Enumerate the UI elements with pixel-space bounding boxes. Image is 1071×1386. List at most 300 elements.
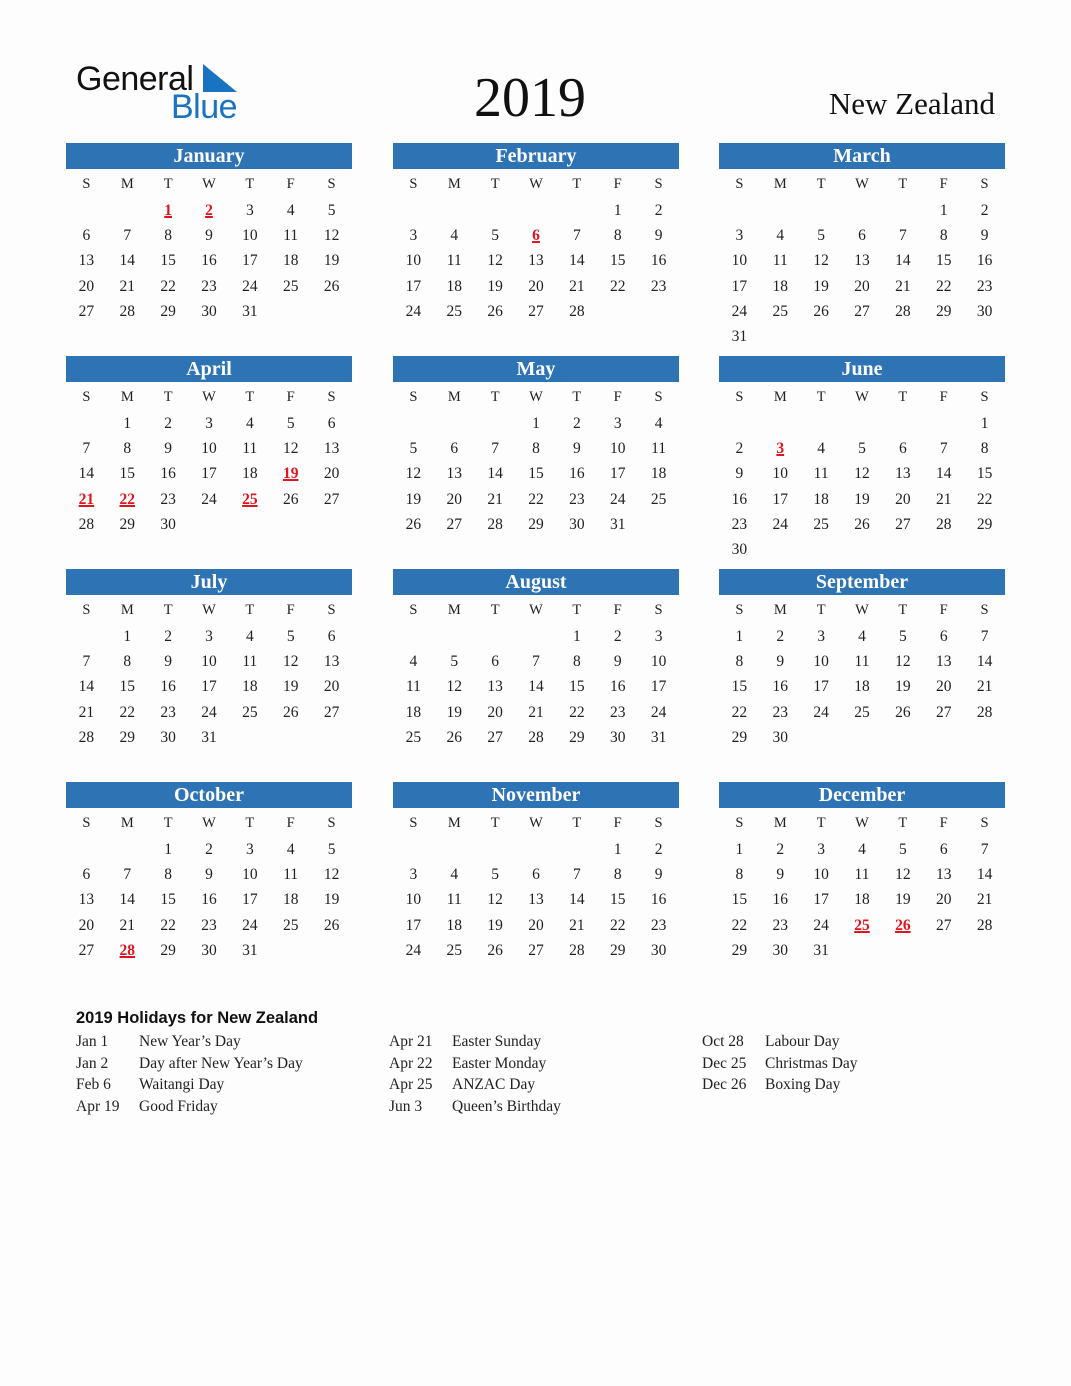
- month-days: [393, 171, 679, 324]
- day-cell: 1: [613, 202, 622, 219]
- day-cell: 16: [569, 465, 585, 483]
- day-cell: 3: [205, 415, 213, 432]
- weekday-label: W: [529, 815, 543, 831]
- day-cell: 5: [898, 628, 907, 645]
- day-cell: 16: [772, 891, 789, 909]
- day-cell: 12: [854, 465, 870, 483]
- day-cell: 4: [654, 415, 663, 432]
- day-cell: 10: [242, 227, 258, 245]
- day-cell: 14: [78, 465, 95, 483]
- day-cell: 29: [731, 728, 748, 746]
- day-cell: 10: [772, 465, 789, 483]
- weekday-label: T: [163, 176, 173, 192]
- weekday-label: S: [82, 389, 91, 405]
- day-cell: 4: [245, 415, 254, 432]
- day-cell: 9: [776, 653, 785, 671]
- day-cell: 15: [731, 891, 748, 909]
- weekday-label: T: [490, 389, 500, 405]
- day-cell: 8: [123, 440, 132, 458]
- day-cell: 25: [772, 302, 789, 320]
- day-cell: 20: [935, 678, 952, 696]
- empty-cell: [434, 198, 475, 223]
- day-cell: 28: [569, 302, 585, 320]
- day-cell: 21: [119, 916, 136, 934]
- day-cell: 13: [528, 891, 544, 909]
- day-cell: 2: [654, 841, 663, 858]
- weekday-label: T: [245, 815, 255, 831]
- holiday-date: Dec 25: [702, 1054, 747, 1072]
- day-cell: 7: [123, 866, 132, 884]
- day-cell: 3: [245, 202, 254, 219]
- empty-cell: [66, 624, 107, 649]
- holiday-date: Apr 22: [389, 1054, 433, 1072]
- day-cell: 13: [935, 653, 952, 671]
- day-cell: 23: [569, 490, 585, 508]
- day-cell: 23: [609, 703, 626, 721]
- weekday-label: S: [82, 815, 91, 831]
- day-cell: 15: [935, 252, 952, 270]
- day-cell: 10: [813, 866, 829, 884]
- day-cell: 10: [731, 252, 748, 270]
- day-cell: 22: [160, 277, 176, 295]
- day-cell: 22: [528, 490, 544, 508]
- holiday-item: [76, 1076, 303, 1098]
- weekday-label: T: [163, 389, 173, 405]
- weekday-label: S: [409, 389, 418, 405]
- holiday-day: 22: [119, 490, 136, 508]
- day-cell: 17: [609, 465, 626, 483]
- day-cell: 5: [817, 227, 825, 245]
- day-cell: 17: [405, 916, 422, 934]
- day-cell: 17: [772, 490, 789, 508]
- day-cell: 1: [123, 628, 132, 645]
- day-cell: 9: [205, 866, 213, 884]
- empty-cell: [882, 198, 923, 223]
- holiday-day: 25: [242, 490, 258, 508]
- weekday-label: M: [773, 815, 787, 831]
- day-cell: 20: [854, 277, 870, 295]
- day-cell: 23: [731, 515, 748, 533]
- weekday-label: F: [286, 389, 295, 405]
- day-cell: 13: [854, 252, 870, 270]
- day-cell: 17: [650, 678, 667, 696]
- day-cell: 4: [817, 440, 825, 458]
- day-cell: 11: [283, 227, 299, 245]
- day-cell: 27: [487, 728, 503, 746]
- day-cell: 13: [446, 465, 463, 483]
- day-cell: 27: [935, 703, 952, 721]
- day-cell: 8: [123, 653, 132, 671]
- weekday-label: W: [855, 176, 869, 192]
- day-cell: 7: [980, 841, 989, 858]
- day-cell: 28: [976, 916, 993, 934]
- day-cell: 1: [123, 415, 132, 432]
- holiday-name: Queen’s Birthday: [452, 1097, 561, 1115]
- empty-cell: [434, 837, 475, 862]
- day-cell: 3: [409, 227, 418, 245]
- day-cell: 30: [772, 941, 789, 959]
- empty-cell: [475, 837, 516, 862]
- weekday-label: W: [202, 602, 216, 618]
- day-cell: 18: [405, 703, 422, 721]
- day-cell: 13: [78, 252, 95, 270]
- month-days: [393, 597, 679, 750]
- day-cell: 18: [813, 490, 829, 508]
- empty-cell: [516, 837, 557, 862]
- holiday-name: ANZAC Day: [452, 1076, 536, 1093]
- day-cell: 5: [450, 653, 459, 671]
- day-cell: 30: [609, 728, 626, 746]
- day-cell: 12: [405, 465, 422, 483]
- day-cell: 5: [898, 841, 907, 858]
- day-cell: 19: [487, 277, 503, 295]
- day-cell: 8: [613, 227, 622, 245]
- day-cell: 7: [123, 227, 132, 245]
- day-cell: 12: [282, 440, 299, 458]
- day-cell: 25: [405, 728, 422, 746]
- day-cell: 5: [327, 841, 336, 858]
- day-cell: 26: [487, 941, 503, 959]
- day-cell: 13: [487, 678, 503, 696]
- weekday-label: T: [816, 602, 826, 618]
- day-cell: 23: [650, 277, 667, 295]
- day-cell: 25: [242, 703, 258, 721]
- day-cell: 10: [813, 653, 829, 671]
- day-cell: 21: [569, 916, 585, 934]
- day-cell: 30: [731, 540, 748, 558]
- weekday-label: T: [245, 176, 255, 192]
- day-cell: 15: [976, 465, 993, 483]
- weekday-label: S: [980, 389, 989, 405]
- day-cell: 23: [976, 277, 993, 295]
- day-cell: 8: [735, 866, 744, 884]
- day-cell: 12: [895, 653, 911, 671]
- day-cell: 11: [446, 252, 462, 270]
- weekday-label: S: [980, 176, 989, 192]
- month-november: [393, 782, 679, 963]
- day-cell: 8: [939, 227, 948, 245]
- day-cell: 14: [487, 465, 503, 483]
- day-cell: 3: [245, 841, 254, 858]
- day-cell: 13: [528, 252, 544, 270]
- generalblue-logo: [76, 60, 246, 124]
- month-october: [66, 782, 352, 963]
- empty-cell: [434, 624, 475, 649]
- empty-cell: [556, 198, 597, 223]
- weekday-label: S: [980, 602, 989, 618]
- empty-cell: [842, 411, 883, 436]
- day-cell: 16: [731, 490, 748, 508]
- empty-cell: [719, 198, 760, 223]
- empty-cell: [760, 411, 801, 436]
- weekday-label: F: [939, 176, 948, 192]
- weekday-label: S: [654, 602, 663, 618]
- day-cell: 7: [491, 440, 499, 458]
- day-cell: 21: [976, 891, 993, 909]
- month-header: September: [719, 569, 1005, 595]
- holiday-date: Feb 6: [76, 1076, 111, 1093]
- day-cell: 11: [242, 653, 258, 671]
- day-cell: 14: [569, 252, 585, 270]
- day-cell: 3: [817, 628, 825, 645]
- day-cell: 20: [528, 916, 544, 934]
- day-cell: 11: [772, 252, 788, 270]
- day-cell: 30: [201, 302, 217, 320]
- day-cell: 2: [776, 841, 785, 858]
- day-cell: 5: [858, 440, 866, 458]
- day-cell: 3: [735, 227, 744, 245]
- weekday-label: W: [529, 176, 543, 192]
- month-april: [66, 356, 352, 537]
- month-june: [719, 356, 1005, 562]
- weekday-label: S: [735, 389, 744, 405]
- day-cell: 22: [609, 277, 626, 295]
- weekday-label: F: [939, 602, 948, 618]
- day-cell: 28: [78, 728, 95, 746]
- day-cell: 21: [487, 490, 503, 508]
- day-cell: 6: [939, 628, 948, 645]
- day-cell: 21: [528, 703, 544, 721]
- day-cell: 28: [119, 302, 136, 320]
- day-cell: 30: [201, 941, 217, 959]
- day-cell: 12: [487, 891, 503, 909]
- day-cell: 19: [405, 490, 422, 508]
- weekday-label: S: [654, 176, 663, 192]
- day-cell: 20: [78, 916, 95, 934]
- weekday-label: M: [120, 815, 134, 831]
- holiday-date: Apr 21: [389, 1033, 433, 1050]
- holiday-day: 2: [205, 202, 213, 219]
- holiday-day: 28: [119, 941, 136, 959]
- page-title-year: 2019: [474, 67, 586, 129]
- day-cell: 26: [405, 515, 422, 533]
- weekday-label: W: [202, 176, 216, 192]
- day-cell: 19: [323, 252, 340, 270]
- day-cell: 27: [323, 490, 340, 508]
- weekday-label: T: [572, 176, 582, 192]
- weekday-label: S: [654, 389, 663, 405]
- day-cell: 12: [282, 653, 299, 671]
- day-cell: 21: [935, 490, 952, 508]
- day-cell: 7: [572, 866, 581, 884]
- weekday-label: T: [816, 176, 826, 192]
- day-cell: 21: [119, 277, 136, 295]
- month-days: [66, 810, 352, 963]
- day-cell: 27: [935, 916, 952, 934]
- weekday-label: T: [163, 602, 173, 618]
- weekday-label: M: [447, 389, 461, 405]
- day-cell: 9: [164, 653, 172, 671]
- empty-cell: [66, 411, 107, 436]
- day-cell: 16: [201, 891, 217, 909]
- day-cell: 26: [487, 302, 503, 320]
- month-days: [66, 171, 352, 324]
- day-cell: 18: [242, 678, 258, 696]
- weekday-label: W: [855, 602, 869, 618]
- day-cell: 24: [813, 703, 829, 721]
- weekday-label: F: [286, 815, 295, 831]
- day-cell: 22: [976, 490, 993, 508]
- day-cell: 14: [78, 678, 95, 696]
- day-cell: 23: [650, 916, 667, 934]
- month-february: [393, 143, 679, 324]
- empty-cell: [66, 837, 107, 862]
- weekday-label: M: [120, 602, 134, 618]
- day-cell: 5: [491, 227, 499, 245]
- day-cell: 16: [609, 678, 626, 696]
- day-cell: 24: [405, 941, 422, 959]
- empty-cell: [923, 411, 964, 436]
- day-cell: 6: [82, 227, 91, 245]
- day-cell: 20: [895, 490, 911, 508]
- weekday-label: S: [735, 815, 744, 831]
- day-cell: 13: [323, 653, 340, 671]
- day-cell: 12: [323, 227, 340, 245]
- day-cell: 17: [731, 277, 748, 295]
- day-cell: 7: [898, 227, 907, 245]
- day-cell: 13: [78, 891, 95, 909]
- day-cell: 4: [858, 628, 866, 645]
- day-cell: 24: [609, 490, 626, 508]
- month-header: February: [393, 143, 679, 169]
- day-cell: 31: [201, 728, 217, 746]
- day-cell: 29: [609, 941, 626, 959]
- day-cell: 9: [572, 440, 581, 458]
- day-cell: 7: [572, 227, 581, 245]
- day-cell: 17: [201, 465, 217, 483]
- holiday-date: Apr 25: [389, 1076, 433, 1093]
- day-cell: 19: [282, 678, 299, 696]
- day-cell: 29: [160, 941, 176, 959]
- day-cell: 29: [528, 515, 544, 533]
- weekday-label: W: [202, 389, 216, 405]
- day-cell: 22: [935, 277, 952, 295]
- holiday-item: [76, 1055, 303, 1077]
- weekday-label: T: [490, 815, 500, 831]
- day-cell: 25: [650, 490, 667, 508]
- holiday-date: Apr 19: [76, 1097, 120, 1115]
- day-cell: 9: [776, 866, 785, 884]
- day-cell: 4: [286, 841, 295, 858]
- day-cell: 1: [939, 202, 948, 219]
- day-cell: 31: [650, 728, 667, 746]
- holiday-day: 6: [532, 227, 540, 245]
- holiday-date: Oct 28: [702, 1033, 744, 1050]
- day-cell: 14: [976, 866, 993, 884]
- day-cell: 11: [446, 891, 462, 909]
- empty-cell: [475, 198, 516, 223]
- day-cell: 3: [817, 841, 825, 858]
- day-cell: 5: [286, 415, 295, 432]
- day-cell: 24: [201, 703, 217, 721]
- day-cell: 2: [735, 440, 744, 458]
- empty-cell: [107, 198, 148, 223]
- day-cell: 16: [160, 678, 176, 696]
- empty-cell: [107, 837, 148, 862]
- day-cell: 6: [82, 866, 91, 884]
- day-cell: 12: [895, 866, 911, 884]
- day-cell: 9: [735, 465, 744, 483]
- day-cell: 30: [772, 728, 789, 746]
- holiday-item: [76, 1098, 303, 1120]
- day-cell: 6: [858, 227, 866, 245]
- holiday-day: 19: [282, 465, 299, 483]
- holiday-name: Day after New Year’s Day: [139, 1054, 303, 1072]
- month-header: March: [719, 143, 1005, 169]
- weekday-label: T: [898, 602, 908, 618]
- day-cell: 10: [201, 653, 217, 671]
- day-cell: 8: [164, 866, 172, 884]
- weekday-label: M: [773, 389, 787, 405]
- weekday-label: M: [447, 602, 461, 618]
- day-cell: 1: [735, 628, 744, 645]
- day-cell: 17: [242, 252, 258, 270]
- day-cell: 28: [528, 728, 544, 746]
- day-cell: 2: [205, 841, 213, 858]
- month-days: [393, 810, 679, 963]
- weekday-label: T: [816, 389, 826, 405]
- day-cell: 23: [201, 916, 217, 934]
- day-cell: 28: [976, 703, 993, 721]
- weekday-label: M: [773, 602, 787, 618]
- day-cell: 4: [409, 653, 418, 671]
- month-days: [66, 384, 352, 537]
- day-cell: 25: [854, 703, 870, 721]
- weekday-label: T: [572, 389, 582, 405]
- day-cell: 6: [491, 653, 499, 671]
- weekday-label: F: [613, 176, 622, 192]
- day-cell: 7: [82, 653, 91, 671]
- holiday-column: [389, 1033, 561, 1119]
- weekday-label: T: [898, 176, 908, 192]
- day-cell: 30: [569, 515, 585, 533]
- day-cell: 9: [164, 440, 172, 458]
- day-cell: 2: [776, 628, 785, 645]
- day-cell: 4: [450, 227, 459, 245]
- day-cell: 25: [282, 277, 299, 295]
- day-cell: 22: [160, 916, 176, 934]
- holiday-day: 1: [164, 202, 172, 219]
- day-cell: 26: [854, 515, 870, 533]
- holiday-column: [702, 1033, 858, 1098]
- day-cell: 9: [205, 227, 213, 245]
- month-august: [393, 569, 679, 750]
- weekday-label: F: [613, 815, 622, 831]
- weekday-label: M: [447, 815, 461, 831]
- day-cell: 15: [731, 678, 748, 696]
- day-cell: 18: [282, 252, 299, 270]
- weekday-label: M: [773, 176, 787, 192]
- day-cell: 26: [446, 728, 463, 746]
- day-cell: 7: [82, 440, 91, 458]
- day-cell: 18: [854, 678, 870, 696]
- empty-cell: [719, 411, 760, 436]
- holiday-date: Jan 2: [76, 1054, 109, 1072]
- day-cell: 24: [201, 490, 217, 508]
- day-cell: 30: [650, 941, 667, 959]
- day-cell: 11: [854, 653, 870, 671]
- day-cell: 15: [569, 678, 585, 696]
- day-cell: 4: [776, 227, 785, 245]
- day-cell: 29: [569, 728, 585, 746]
- holiday-item: [389, 1076, 561, 1098]
- empty-cell: [516, 198, 557, 223]
- day-cell: 13: [895, 465, 911, 483]
- day-cell: 8: [572, 653, 581, 671]
- month-days: [719, 384, 1005, 562]
- empty-cell: [882, 411, 923, 436]
- weekday-label: F: [939, 389, 948, 405]
